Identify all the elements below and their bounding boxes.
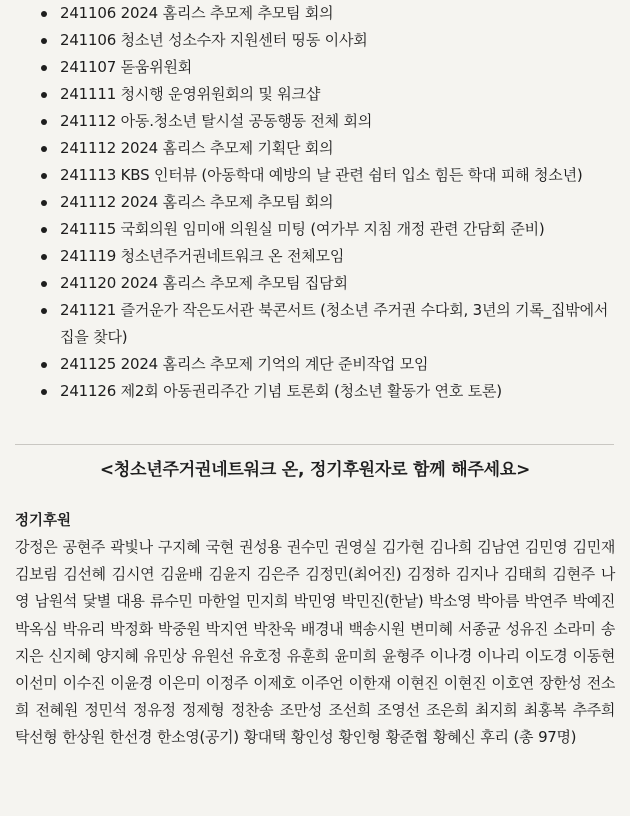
activity-text: 241120 2024 홈리스 추모제 추모팀 집담회 xyxy=(60,274,348,292)
list-item xyxy=(60,54,615,81)
bullet-icon xyxy=(41,308,47,314)
section-divider xyxy=(15,444,614,445)
activity-text: 241115 국회의원 임미애 의원실 미팅 (여가부 지침 개정 관련 간담회 준비) xyxy=(60,220,545,238)
list-item xyxy=(60,162,615,189)
activity-text: 241106 2024 홈리스 추모제 추모팀 회의 xyxy=(60,4,334,22)
bullet-icon xyxy=(41,146,47,152)
donor-names: 강정은 공현주 곽빛나 구지혜 국현 권성용 권수민 권영실 김가현 김나희 김남연 김민영 김민재 김보림 김선혜 김시연 김윤배 김윤지 김은주 김정민(최어진) 김정하 김지나 김태희 김현주 나영 남원석 닻별 대용 류수민 마한얼 민지희 박민영 박민진(한낱) 박소영 박아름 박연주 박예진 박옥심 박유리 박정화 박중원 박지연 박찬욱 배경내 백송시원 변미혜 서종균 성유진 소라미 송지은 신지혜 양지혜 유민상 유원선 유호정 유훈희 윤미희 윤형주 이나경 이나리 이도경 이동현 이선미 이수진 이윤경 이은미 이정주 이제호 이주언 이한재 이현진 이현진 이호연 장한성 전소희 전혜원 정민석 정유정 정제형 정찬송 조만성 조선희 조영선 조은희 최지희 최홍복 추주희 탁선형 한상원 한선경 한소영(공기) 황대택 황인성 황인형 황준협 황혜신 후리 (총 97명) xyxy=(15,538,615,747)
bullet-icon xyxy=(41,254,47,260)
activity-text: 241119 청소년주거권네트워크 온 전체모임 xyxy=(60,247,345,265)
activity-text: 241125 2024 홈리스 추모제 기억의 계단 준비작업 모임 xyxy=(60,355,429,373)
bullet-icon xyxy=(41,65,47,71)
activity-text: 241111 청시행 운영위원회의 및 워크샵 xyxy=(60,85,321,103)
activity-text: 241126 제2회 아동권리주간 기념 토론회 (청소년 활동가 연호 토론) xyxy=(60,382,502,400)
list-item xyxy=(60,81,615,108)
list-item xyxy=(60,216,615,243)
list-item xyxy=(60,270,615,297)
bullet-icon xyxy=(41,362,47,368)
bullet-icon xyxy=(41,11,47,17)
list-item xyxy=(60,27,615,54)
list-item xyxy=(60,243,615,270)
list-item xyxy=(60,135,615,162)
bullet-icon xyxy=(41,389,47,395)
donation-section-title: 정기후원 xyxy=(15,513,72,529)
activity-text: 241113 KBS 인터뷰 (아동학대 예방의 날 관련 쉼터 입소 힘든 학대 피해 청소년) xyxy=(60,166,583,184)
list-item xyxy=(60,0,615,27)
bullet-icon xyxy=(41,200,47,206)
activity-text: 241112 2024 홈리스 추모제 기획단 회의 xyxy=(60,139,334,157)
bullet-icon xyxy=(41,173,47,179)
bullet-icon xyxy=(41,227,47,233)
activity-text: 241112 아동.청소년 탈시설 공동행동 전체 회의 xyxy=(60,112,373,130)
activity-text: 241112 2024 홈리스 추모제 추모팀 회의 xyxy=(60,193,334,211)
list-item xyxy=(60,297,615,351)
bullet-icon xyxy=(41,281,47,287)
bullet-icon xyxy=(41,92,47,98)
donation-call-to-action: <청소년주거권네트워크 온, 정기후원자로 함께 해주세요> xyxy=(99,460,531,480)
activity-text: 241106 청소년 성소수자 지원센터 띵동 이사회 xyxy=(60,31,368,49)
bullet-icon xyxy=(41,119,47,125)
activity-list xyxy=(0,0,630,405)
list-item xyxy=(60,108,615,135)
activity-text: 241107 돋움위원회 xyxy=(60,58,193,76)
list-item xyxy=(60,378,615,405)
list-item xyxy=(60,351,615,378)
activity-text: 241121 즐거운가 작은도서관 북콘서트 (청소년 주거권 수다회, 3년의 기록_집밖에서 집을 찾다) xyxy=(60,301,609,346)
bullet-icon xyxy=(41,38,47,44)
list-item xyxy=(60,189,615,216)
